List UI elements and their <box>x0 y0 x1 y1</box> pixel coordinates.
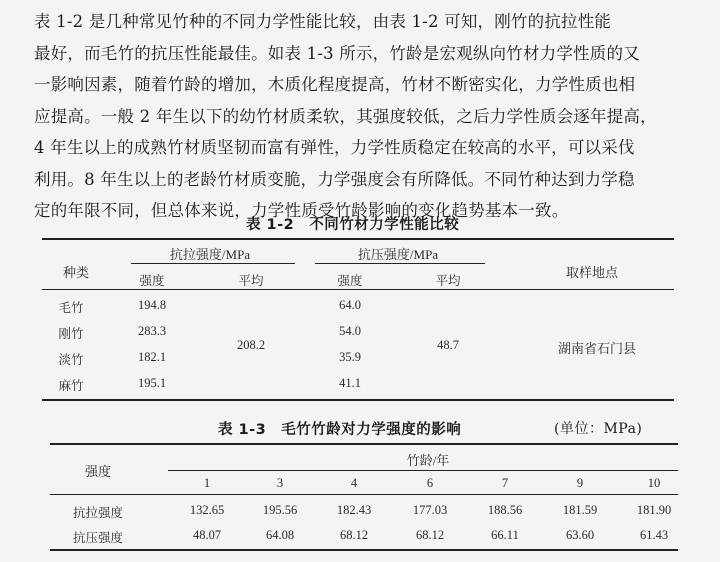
compressive-value: 64.0 <box>339 298 361 312</box>
table-top-rule <box>42 238 674 240</box>
age-header-rule <box>168 470 678 471</box>
paragraph-line: 利用。8 年生以上的老龄竹材质变脆，力学强度会有所降低。不同竹种达到力学稳 <box>34 169 635 189</box>
species-name: 毛竹 <box>58 301 84 315</box>
tensile-average-value: 208.2 <box>236 338 266 352</box>
compressive-header: 抗压强度/MPa <box>357 247 439 262</box>
tensile-value: 182.1 <box>137 350 167 364</box>
table-cell: 188.56 <box>487 503 523 517</box>
row-label: 抗压强度 <box>72 531 124 545</box>
paragraph-line: 一影响因素，随着竹龄的增加，木质化程度提高，竹材不断密实化，力学性质也相 <box>34 75 636 94</box>
compressive-header-rule <box>315 263 485 264</box>
tensile-strength-subheader: 强度 <box>139 274 165 288</box>
table-cell: 195.56 <box>262 503 298 517</box>
age-column-header: 1 <box>203 476 211 490</box>
tensile-value: 194.8 <box>137 298 167 312</box>
table-unit: (单位：MPa) <box>554 421 643 437</box>
table-cell: 132.65 <box>189 503 225 517</box>
header-bottom-rule <box>50 494 678 495</box>
compressive-average-value: 48.7 <box>437 338 459 352</box>
paragraph-line: 最好，而毛竹的抗压性能最佳。如表 1-3 所示，竹龄是宏观纵向竹材力学性质的又 <box>34 43 640 63</box>
age-header: 竹龄/年 <box>406 453 450 468</box>
compressive-value: 35.9 <box>339 350 361 364</box>
age-column-header: 7 <box>501 476 509 490</box>
compressive-average-subheader: 平均 <box>435 274 461 288</box>
paragraph-line: 定的年限不同，但总体来说，力学性质受竹龄影响的变化趋势基本一致。 <box>34 201 569 220</box>
table-top-rule <box>50 443 678 445</box>
paragraph-line: 4 年生以上的成熟竹材质坚韧而富有弹性，力学性质稳定在较高的水平，可以采伐 <box>34 138 635 157</box>
table-cell: 48.07 <box>192 528 222 542</box>
species-header: 种类 <box>62 265 90 280</box>
age-column-header: 10 <box>647 476 661 490</box>
age-column-header: 9 <box>576 476 584 490</box>
row-label: 抗拉强度 <box>72 506 124 520</box>
tensile-header: 抗拉强度/MPa <box>169 247 251 262</box>
tensile-average-subheader: 平均 <box>238 274 264 288</box>
table-cell: 68.12 <box>415 528 445 542</box>
table-title: 表 1-2 不同竹材力学性能比较 <box>246 217 460 233</box>
compressive-strength-subheader: 强度 <box>337 274 363 288</box>
site-header: 取样地点 <box>565 265 619 280</box>
table-bottom-rule <box>42 399 674 401</box>
strength-header: 强度 <box>84 464 112 479</box>
species-name: 刚竹 <box>58 327 84 341</box>
table-cell: 182.43 <box>336 503 372 517</box>
compressive-value: 54.0 <box>339 324 361 338</box>
site-value: 湖南省石门县 <box>557 341 637 356</box>
header-bottom-rule <box>42 289 674 290</box>
tensile-header-rule <box>131 263 295 264</box>
table-bottom-rule <box>50 549 678 551</box>
table-cell: 181.59 <box>562 503 598 517</box>
table-cell: 64.08 <box>265 528 295 542</box>
paragraph-line: 应提高。一般 2 年生以下的幼竹材质柔软，其强度较低，之后力学性质会逐年提高， <box>34 106 657 126</box>
species-name: 淡竹 <box>58 353 84 367</box>
age-column-header: 4 <box>350 476 358 490</box>
table-cell: 66.11 <box>491 528 519 542</box>
body-paragraph <box>34 6 698 227</box>
tensile-value: 283.3 <box>137 324 167 338</box>
table-cell: 68.12 <box>339 528 369 542</box>
table-title: 表 1-3 毛竹竹龄对力学强度的影响 <box>218 422 462 438</box>
age-column-header: 6 <box>426 476 434 490</box>
compressive-value: 41.1 <box>339 376 361 390</box>
table-cell: 63.60 <box>565 528 595 542</box>
table-cell: 181.90 <box>636 503 672 517</box>
tensile-value: 195.1 <box>137 376 167 390</box>
paragraph-line: 表 1-2 是几种常见竹种的不同力学性能比较，由表 1-2 可知，刚竹的抗拉性能 <box>34 12 612 31</box>
age-column-header: 3 <box>276 476 284 490</box>
species-name: 麻竹 <box>58 379 84 393</box>
table-cell: 61.43 <box>639 528 669 542</box>
table-cell: 177.03 <box>412 503 448 517</box>
